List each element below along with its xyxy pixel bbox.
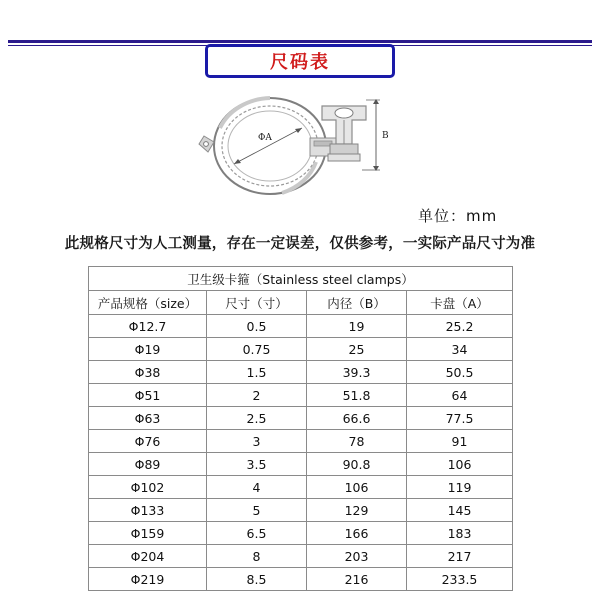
cell-inch: 3: [207, 430, 307, 453]
cell-inner-diameter: 203: [307, 545, 407, 568]
title-box: [205, 44, 395, 78]
spec-table: [88, 266, 513, 591]
unit-text: 单位：: [418, 207, 467, 225]
cell-inner-diameter: 129: [307, 499, 407, 522]
table-row: [89, 476, 513, 499]
measurement-note: 此规格尺寸为人工测量，存在一定误差，仅供参考，一实际产品尺寸为准: [64, 236, 536, 252]
cell-clamp: 217: [407, 545, 513, 568]
clamp-diagram: [190, 78, 420, 208]
cell-inner-diameter: 19: [307, 315, 407, 338]
cell-inch: 8: [207, 545, 307, 568]
column-header-size: 产品规格（size）: [89, 291, 207, 315]
table-row: [89, 453, 513, 476]
spec-table-body: [89, 267, 513, 591]
cell-size: Φ38: [89, 361, 207, 384]
table-header-row: [89, 291, 513, 315]
cell-clamp: 34: [407, 338, 513, 361]
unit-value: mm: [466, 207, 498, 225]
cell-inch: 8.5: [207, 568, 307, 591]
cell-clamp: 106: [407, 453, 513, 476]
table-row: [89, 315, 513, 338]
cell-size: Φ133: [89, 499, 207, 522]
cell-inner-diameter: 25: [307, 338, 407, 361]
cell-size: Φ102: [89, 476, 207, 499]
cell-size: Φ204: [89, 545, 207, 568]
cell-size: Φ12.7: [89, 315, 207, 338]
cell-clamp: 77.5: [407, 407, 513, 430]
cell-inch: 0.75: [207, 338, 307, 361]
cell-size: Φ159: [89, 522, 207, 545]
cell-inch: 6.5: [207, 522, 307, 545]
table-caption: 卫生级卡箍（Stainless steel clamps）: [89, 267, 513, 291]
cell-size: Φ89: [89, 453, 207, 476]
table-row: [89, 499, 513, 522]
cell-inner-diameter: 106: [307, 476, 407, 499]
cell-size: Φ63: [89, 407, 207, 430]
table-row: [89, 407, 513, 430]
table-row: [89, 545, 513, 568]
spec-table-wrapper: [88, 266, 512, 591]
cell-clamp: 145: [407, 499, 513, 522]
column-header-inch: 尺寸（寸）: [207, 291, 307, 315]
cell-size: Φ51: [89, 384, 207, 407]
column-header-inner-diameter: 内径（B）: [307, 291, 407, 315]
header-banner: [0, 18, 600, 73]
cell-inner-diameter: 78: [307, 430, 407, 453]
table-caption-row: [89, 267, 513, 291]
cell-clamp: 64: [407, 384, 513, 407]
cell-size: Φ76: [89, 430, 207, 453]
cell-inner-diameter: 166: [307, 522, 407, 545]
svg-text:B: B: [382, 131, 389, 141]
cell-inch: 2: [207, 384, 307, 407]
column-header-clamp: 卡盘（A）: [407, 291, 513, 315]
cell-inch: 3.5: [207, 453, 307, 476]
cell-clamp: 119: [407, 476, 513, 499]
cell-clamp: 50.5: [407, 361, 513, 384]
unit-label: [418, 205, 497, 226]
table-row: [89, 522, 513, 545]
cell-inner-diameter: 51.8: [307, 384, 407, 407]
cell-inch: 2.5: [207, 407, 307, 430]
cell-inner-diameter: 39.3: [307, 361, 407, 384]
cell-inch: 0.5: [207, 315, 307, 338]
page-title: 尺码表: [270, 52, 330, 73]
table-row: [89, 384, 513, 407]
cell-clamp: 25.2: [407, 315, 513, 338]
table-row: [89, 338, 513, 361]
cell-clamp: 91: [407, 430, 513, 453]
svg-text:ΦA: ΦA: [258, 133, 272, 143]
cell-clamp: 233.5: [407, 568, 513, 591]
cell-inner-diameter: 66.6: [307, 407, 407, 430]
table-row: [89, 361, 513, 384]
table-row: [89, 430, 513, 453]
cell-inch: 1.5: [207, 361, 307, 384]
cell-clamp: 183: [407, 522, 513, 545]
banner-line-thick: [8, 40, 592, 43]
cell-inner-diameter: 216: [307, 568, 407, 591]
cell-size: Φ219: [89, 568, 207, 591]
cell-size: Φ19: [89, 338, 207, 361]
table-row: [89, 568, 513, 591]
cell-inch: 5: [207, 499, 307, 522]
cell-inner-diameter: 90.8: [307, 453, 407, 476]
cell-inch: 4: [207, 476, 307, 499]
